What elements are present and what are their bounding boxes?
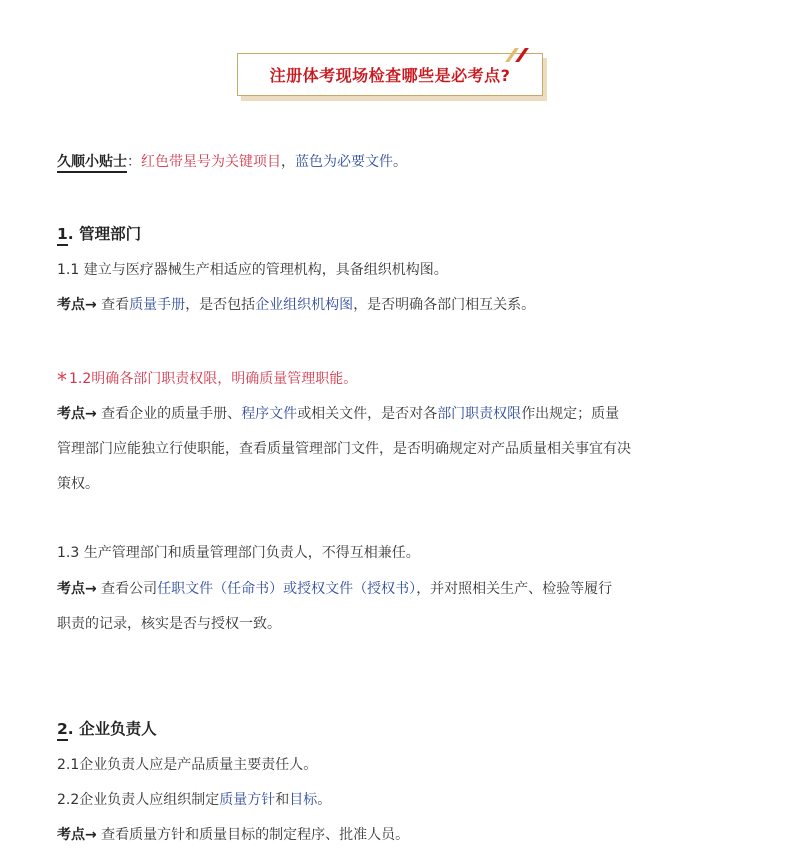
doc-ref-dept-authority: 部门职责权限	[437, 406, 522, 422]
section-heading-1	[57, 222, 141, 244]
check-text: 或相关文件，是否对各	[297, 406, 438, 422]
tip-end: 。	[393, 154, 407, 170]
check-text: ，是否明确各部门相互关系。	[353, 297, 536, 313]
check-label: 考点→	[57, 827, 97, 843]
check-line-1-1	[57, 294, 535, 314]
item-text-1-2	[57, 364, 358, 392]
check-text: 查看企业的质量手册、	[96, 406, 242, 422]
check-cont-1-2b: 策权。	[57, 476, 99, 492]
check-text: ，是否包括	[185, 297, 256, 313]
tip-line	[57, 151, 407, 171]
tip-comma: ，	[281, 154, 295, 170]
doc-ref-org-chart: 企业组织机构图	[255, 297, 354, 313]
tip-red-text: 红色带星号为关键项目	[141, 154, 281, 170]
check-label: 考点→	[57, 297, 97, 313]
section-number: 2	[57, 720, 68, 741]
item-text: 。	[317, 792, 332, 808]
key-item-text: 1.2明确各部门职责权限，明确质量管理职能。	[69, 371, 358, 387]
item-text-1-1: 1.1 建立与医疗器械生产相适应的管理机构，具备组织机构图。	[57, 262, 448, 278]
item-text-2-2	[57, 789, 331, 809]
check-text: ，并对照相关生产、检验等履行	[416, 581, 613, 597]
check-line-1-3	[57, 578, 612, 598]
item-text-1-3: 1.3 生产管理部门和质量管理部门负责人，不得互相兼任。	[57, 545, 420, 561]
check-label: 考点→	[57, 581, 97, 597]
key-item-star: *	[57, 368, 67, 392]
check-label: 考点→	[57, 406, 97, 422]
check-cont-1-3: 职责的记录，核实是否与授权一致。	[57, 616, 281, 632]
check-text: 查看	[96, 297, 130, 313]
item-text-2-1: 2.1企业负责人应是产品质量主要责任人。	[57, 757, 318, 773]
section-heading-2	[57, 717, 157, 739]
check-text: 查看公司	[96, 581, 158, 597]
doc-ref-quality-manual: 质量手册	[129, 297, 186, 313]
item-text: 和	[275, 792, 290, 808]
tip-label: 久顺小贴士	[57, 154, 127, 173]
check-cont-1-2a: 管理部门应能独立行使职能，查看质量管理部门文件，是否明确规定对产品质量相关事宜有决	[57, 441, 631, 457]
section-title: . 企业负责人	[67, 720, 157, 738]
page-title: 注册体考现场检查哪些是必考点?	[237, 53, 543, 96]
check-line-2-3	[57, 824, 409, 844]
tip-colon: ：	[127, 154, 141, 170]
tip-blue-text: 蓝色为必要文件	[295, 154, 393, 170]
check-line-1-2	[57, 403, 619, 423]
section-number: 1	[57, 225, 68, 246]
doc-ref-procedures: 程序文件	[241, 406, 298, 422]
check-text: 查看质量方针和质量目标的制定程序、批准人员。	[96, 827, 410, 843]
doc-ref-objectives: 目标	[289, 792, 318, 808]
section-title: . 管理部门	[67, 225, 142, 243]
title-banner	[237, 53, 547, 101]
item-text: 2.2企业负责人应组织制定	[57, 792, 220, 808]
check-text: 作出规定；质量	[521, 406, 620, 422]
doc-ref-appointment: 任职文件（任命书）或授权文件（授权书）	[157, 581, 417, 597]
doc-ref-quality-policy: 质量方针	[219, 792, 276, 808]
